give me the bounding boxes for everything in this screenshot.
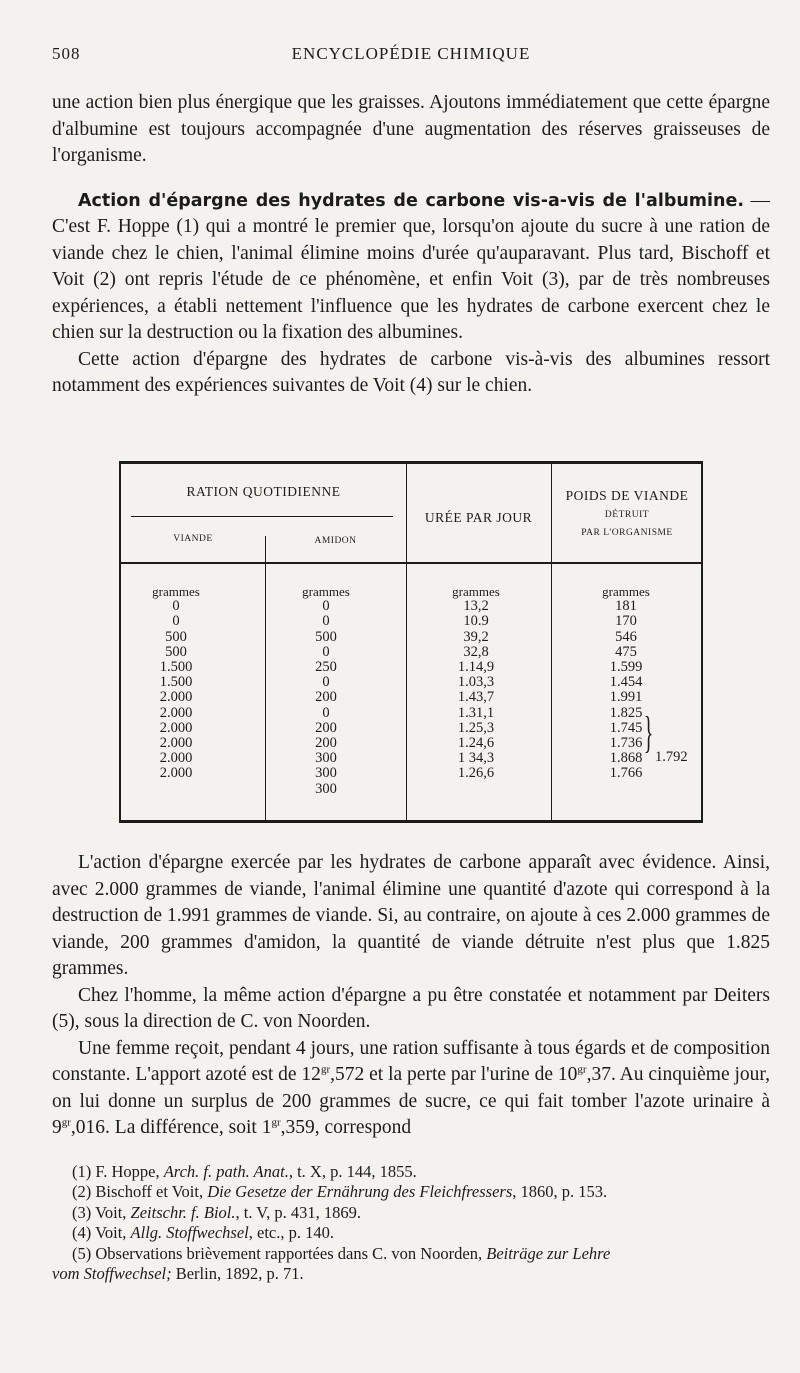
amidon-cell: 300	[315, 750, 337, 767]
poids-cell: 1.599	[609, 659, 643, 676]
header-rule	[121, 562, 701, 564]
poids-cell: 546	[615, 628, 637, 645]
unit-label: grammes	[602, 584, 650, 599]
header-poids-organisme: PAR L'ORGANISME	[581, 528, 673, 538]
amidon-cell: 200	[315, 719, 337, 736]
amidon-cell: 0	[322, 674, 330, 691]
brace-value: 1.792	[655, 749, 688, 765]
uree-cell: 1.26,6	[457, 765, 495, 782]
paragraph-intro: une action bien plus énergique que les graisses. Ajoutons immédiatement que cette épargne d'albumine est toujours accompagnée d'une augmentation des réserves graisseuses de l'organisme.	[52, 92, 770, 166]
header-poids-detruit: DÉTRUIT	[604, 510, 650, 520]
poids-cell: 1.825	[609, 704, 643, 721]
page-header	[52, 44, 770, 74]
poids-cell: 1.454	[609, 674, 643, 691]
viande-cell: 2.000	[159, 750, 193, 767]
text-run: ,016. La différence, soit 1	[70, 1117, 272, 1138]
viande-cell: 0	[172, 598, 180, 615]
poids-cell: 1.766	[609, 765, 643, 782]
header-amidon: AMIDON	[314, 536, 357, 546]
brace-left: }	[643, 708, 654, 757]
uree-cell: 1.31,1	[457, 704, 495, 721]
footnote-1: (1) F. Hoppe, Arch. f. path. Anat., t. X, p. 144, 1855.	[72, 1161, 417, 1181]
viande-cell: 2.000	[159, 689, 193, 706]
viande-cell: 2.000	[159, 704, 193, 721]
amidon-cell: 500	[315, 628, 337, 645]
viande-cell: 500	[165, 628, 187, 645]
viande-cell: 500	[165, 643, 187, 660]
uree-cell: 10.9	[463, 613, 489, 630]
section-body: — C'est F. Hoppe (1) qui a montré le premier que, lorsqu'on ajoute du sucre à une ration de viande chez le chien, l'animal élimine moins d'urée qu'auparavant. Plus tard, Bischoff et Voit (2) ont repris l'étude de ce phénomène, et enfin Voit (3), par de très nombreuses expériences, a établi nettement l'influence que les hydrates de carbone exercent chez le chien sur la destruction ou la fixation des albumines.	[52, 189, 770, 343]
amidon-cell: 0	[322, 704, 330, 721]
unit-sup: gr	[271, 1116, 281, 1129]
column-viande	[131, 584, 221, 782]
text-run: ,359, correspond	[280, 1117, 412, 1138]
data-table	[119, 461, 703, 823]
amidon-cell: 200	[315, 689, 337, 706]
poids-cell: 475	[615, 643, 637, 660]
paragraph-homme: Chez l'homme, la même action d'épargne a pu être constatée et notamment par Deiters (5), sous la direction de C. von Noorden.	[52, 984, 770, 1032]
footnote-4: (4) Voit, Allg. Stoffwechsel, etc., p. 140.	[72, 1223, 334, 1243]
viande-cell: 2.000	[159, 735, 193, 752]
rule-viande-amidon	[265, 536, 266, 820]
page-number: 508	[52, 44, 81, 63]
amidon-cell: 0	[322, 598, 330, 615]
poids-cell: 170	[615, 613, 637, 630]
viande-cell: 1.500	[159, 674, 193, 691]
column-amidon	[276, 584, 376, 797]
paragraph-experiments: Cette action d'épargne des hydrates de carbone vis-à-vis des albumines ressort notamment des expériences suivantes de Voit (4) sur le chien.	[52, 348, 770, 396]
poids-cell: 1.745	[609, 719, 643, 736]
section-title: Action d'épargne des hydrates de carbone vis-a-vis de l'albumine.	[78, 190, 745, 211]
footnote-5-cont: vom Stoffwechsel; Berlin, 1892, p. 71.	[52, 1264, 304, 1284]
amidon-cell: 300	[315, 780, 337, 797]
poids-cell: 1.868	[609, 750, 643, 767]
footnote-2: (2) Bischoff et Voit, Die Gesetze der Ernährung des Fleichfressers, 1860, p. 153.	[72, 1182, 608, 1202]
amidon-cell: 0	[322, 613, 330, 630]
unit-sup: gr	[61, 1116, 71, 1129]
uree-cell: 1.03,3	[457, 674, 495, 691]
footnote-3: (3) Voit, Zeitschr. f. Biol., t. V, p. 431, 1869.	[72, 1202, 361, 1222]
uree-cell: 1.24,6	[457, 735, 495, 752]
footnotes	[52, 1162, 770, 1286]
uree-cell: 1.43,7	[457, 689, 495, 706]
unit-label: grammes	[452, 584, 500, 599]
text-run: Une femme reçoit, pendant 4 jours, une ration suffisante à tous égards et de composition constante. L'apport azoté est de 12	[52, 1037, 770, 1085]
poids-cell: 1.736	[609, 735, 643, 752]
amidon-cell: 300	[315, 765, 337, 782]
viande-cell: 2.000	[159, 719, 193, 736]
uree-cell: 1.14,9	[457, 659, 495, 676]
section-paragraph	[52, 188, 770, 347]
header-poids: POIDS DE VIANDE	[565, 488, 689, 503]
unit-label: grammes	[152, 584, 200, 599]
unit-label: grammes	[302, 584, 350, 599]
paragraph-femme	[52, 1036, 770, 1142]
header-ration: RATION QUOTIDIENNE	[186, 484, 341, 499]
text-run: ,572 et la perte par l'urine de 10	[330, 1064, 578, 1085]
amidon-cell: 250	[315, 659, 337, 676]
page-continued	[52, 850, 770, 1285]
footnote-5: (5) Observations brièvement rapportées dans C. von Noorden, Beiträge zur Lehre	[72, 1243, 611, 1263]
uree-cell: 39,2	[463, 628, 489, 645]
amidon-cell: 200	[315, 735, 337, 752]
book-page	[52, 44, 770, 400]
poids-cell: 181	[615, 598, 637, 615]
viande-cell: 0	[172, 613, 180, 630]
viande-cell: 1.500	[159, 659, 193, 676]
running-title: ENCYCLOPÉDIE CHIMIQUE	[291, 44, 531, 63]
ration-rule	[131, 516, 393, 517]
amidon-cell: 0	[322, 643, 330, 660]
column-uree	[421, 584, 531, 782]
uree-cell: 1 34,3	[457, 750, 495, 767]
header-viande: VIANDE	[173, 534, 213, 544]
viande-cell: 2.000	[159, 765, 193, 782]
paragraph-evidence: L'action d'épargne exercée par les hydrates de carbone apparaît avec évidence. Ainsi, avec 2.000 grammes de viande, l'animal élimine une quantité d'azote qui correspond à la destruction de 1.991 grammes de viande. Si, au contraire, on ajoute à ces 2.000 grammes de viande, 200 grammes d'amidon, la quantité de viande détruite n'est plus que 1.825 grammes.	[52, 852, 770, 979]
poids-cell: 1.991	[609, 689, 643, 706]
unit-sup: gr	[577, 1063, 587, 1076]
uree-cell: 13,2	[463, 598, 489, 615]
uree-cell: 32,8	[463, 643, 489, 660]
unit-sup: gr	[320, 1063, 331, 1076]
uree-cell: 1.25,3	[457, 719, 495, 736]
header-uree: URÉE PAR JOUR	[424, 510, 533, 525]
text-run: ,37. Au cinquième jour, on lui donne un surplus de 200 grammes de sucre, ce qui fait tomber l'azote urinaire à 9	[52, 1064, 771, 1138]
